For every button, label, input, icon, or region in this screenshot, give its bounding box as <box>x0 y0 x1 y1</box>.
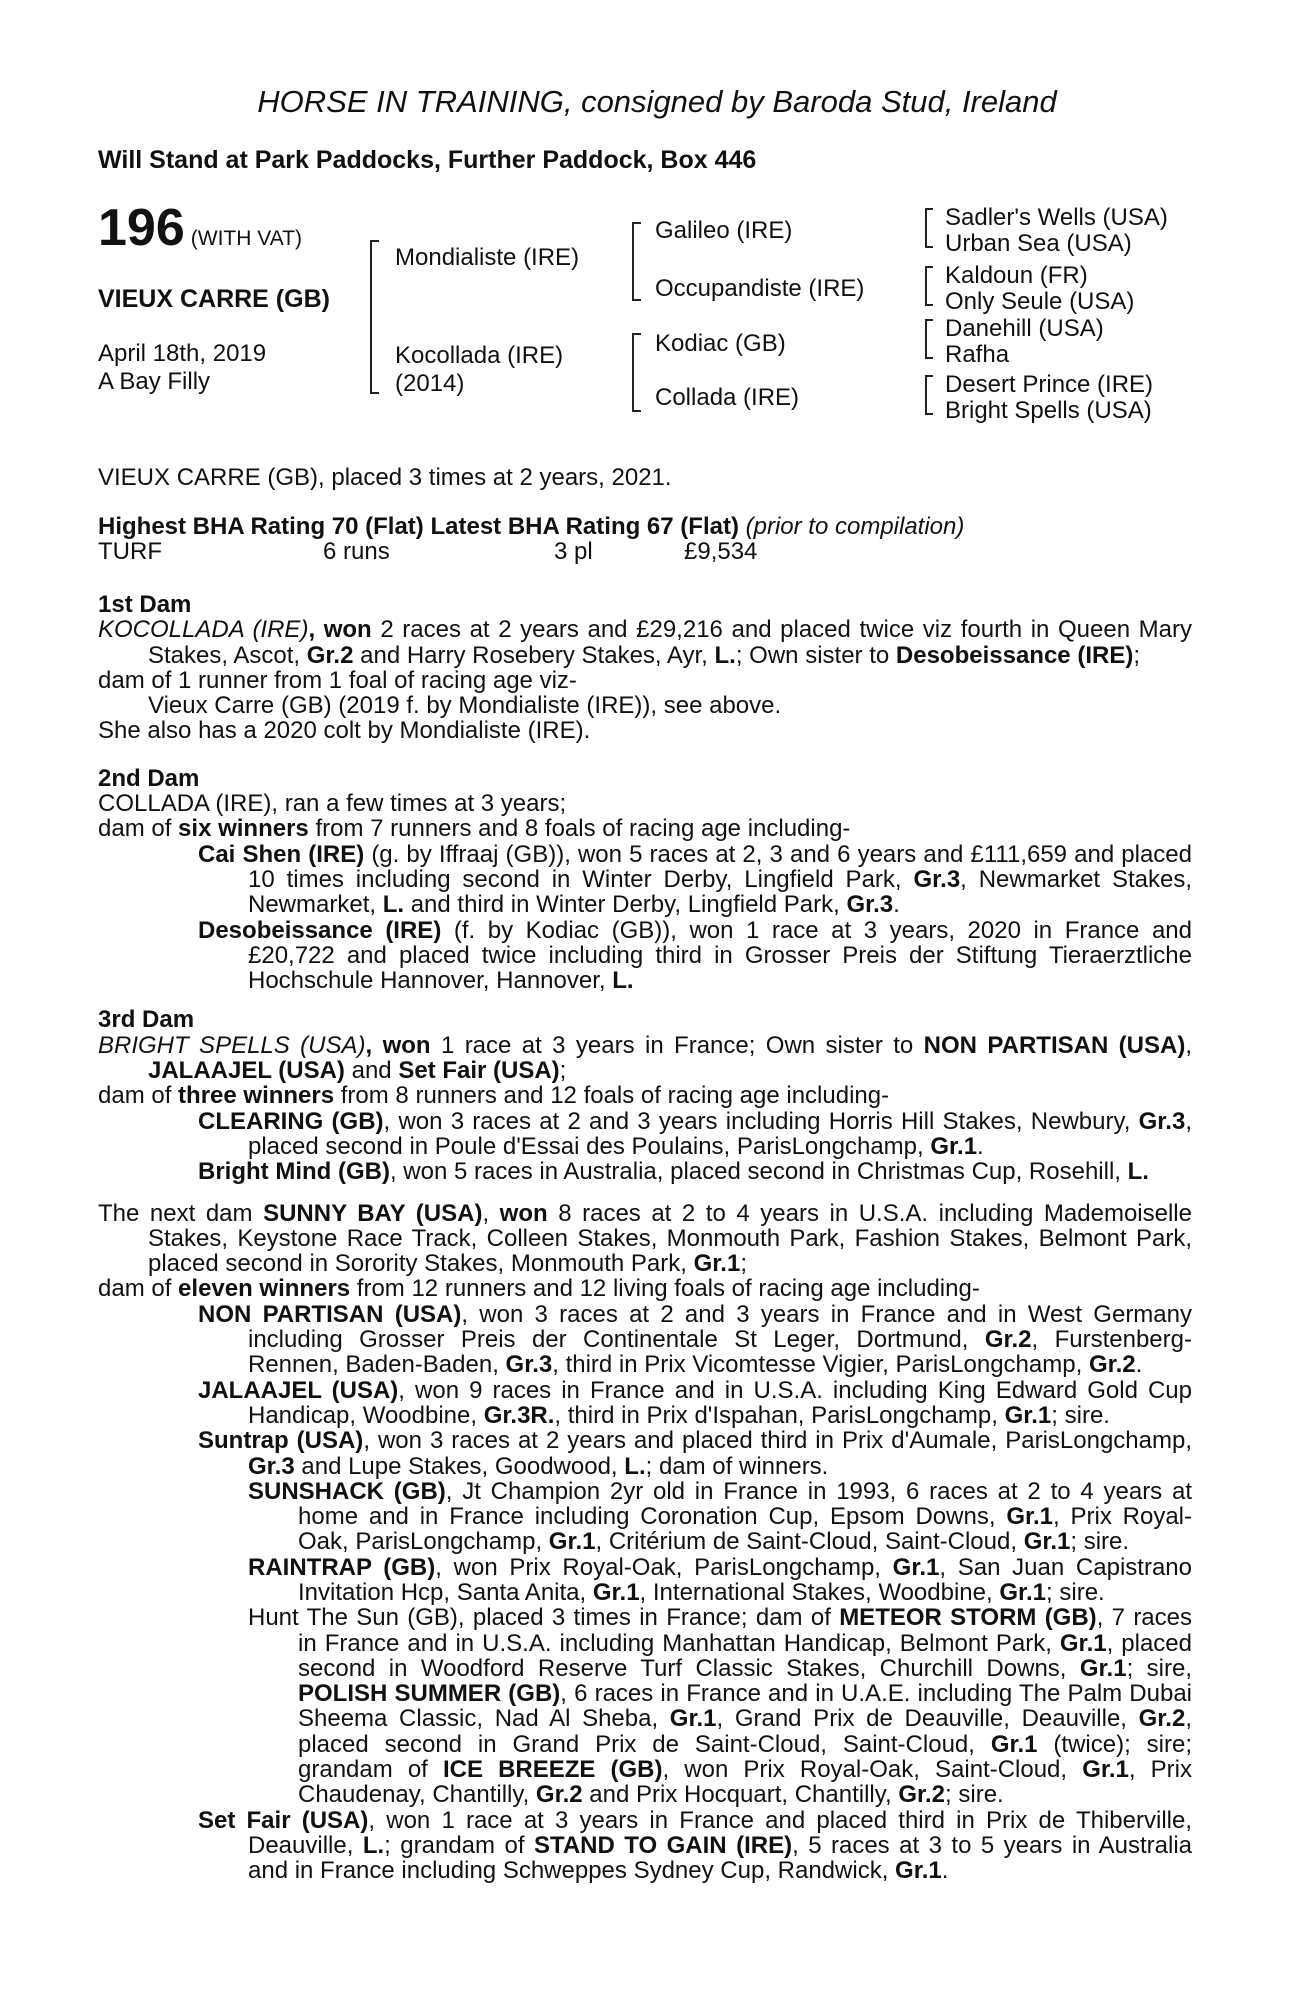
pedigree-ancestor: Desert Prince (IRE) <box>945 371 1154 398</box>
runs: 6 runs <box>323 538 390 565</box>
section-heading: 3rd Dam <box>98 1006 195 1034</box>
progeny-entry: Hunt The Sun (GB), placed 3 times in France; dam of METEOR STORM (GB), 7 races in France and in U.S.A. including Manhattan Handicap, Belmont Park, Gr.1, placed second in Woodford Reserve Turf Classic Stakes, Churchill Downs, Gr.1; sire, POLISH SUMMER (GB), 6 races in France and in U.A.E. including The Palm Dubai Sheema Classic, Nad Al Sheba, Gr.1, Grand Prix de Deauville, Deauville, Gr.2, placed second in Grand Prix de Saint-Cloud, Saint-Cloud, Gr.1 (twice); sire; grandam of ICE BREEZE (GB), won Prix Royal-Oak, Saint-Cloud, Gr.1, Prix Chaudenay, Chantilly, Gr.2 and Prix Hocquart, Chantilly, Gr.2; sire. <box>248 1604 1193 1809</box>
pedigree-sire-dam: Occupandiste (IRE) <box>655 275 865 302</box>
pedigree-dam: Kocollada (IRE) <box>395 342 564 369</box>
section-heading: 2nd Dam <box>98 764 200 792</box>
earnings: £9,534 <box>684 538 758 565</box>
placings: 3 pl <box>554 538 593 565</box>
race-record: VIEUX CARRE (GB), placed 3 times at 2 years, 2021. <box>98 464 672 491</box>
vat-note: (WITH VAT) <box>190 227 302 250</box>
dam-paragraph: dam of three winners from 8 runners and 12 foals of racing age including- <box>98 1082 890 1110</box>
dam-paragraph: Vieux Carre (GB) (2019 f. by Mondialiste (IRE)), see above. <box>148 692 782 720</box>
pedigree-brace <box>370 240 379 394</box>
dam-paragraph: CLEARING (GB), won 3 races at 2 and 3 years including Horris Hill Stakes, Newbury, Gr.3, placed second in Poule d'Essai des Poulains, ParisLongchamp, Gr.1. <box>198 1107 1192 1160</box>
lot-number: 196 <box>98 199 185 257</box>
dam-paragraph: Desobeissance (IRE) (f. by Kodiac (GB)), won 1 race at 3 years, 2020 in France and £20,722 and placed twice including third in Grosser Preis der Stiftung Tieraerztliche Hochschule Hannover, Hannover, L. <box>198 916 1192 995</box>
horse-name: VIEUX CARRE (GB) <box>98 285 330 313</box>
pedigree-ancestor: Urban Sea (USA) <box>945 230 1132 257</box>
dam-paragraph: KOCOLLADA (IRE), won 2 races at 2 years and £29,216 and placed twice viz fourth in Queen Mary Stakes, Ascot, Gr.2 and Harry Rosebery Stakes, Ayr, L.; Own sister to Desobeissance (IRE); <box>98 616 1192 669</box>
section-heading: 1st Dam <box>98 591 192 618</box>
progeny-entry: Set Fair (USA), won 1 race at 3 years in France and placed third in Prix de Thiberville, Deauville, L.; grandam of STAND TO GAIN (IRE), 5 races at 3 to 5 years in Australia and in France including Schweppes Sydney Cup, Randwick, Gr.1. <box>198 1806 1192 1885</box>
pedigree-brace <box>632 222 641 301</box>
pedigree-dam-sire: Kodiac (GB) <box>655 330 786 357</box>
pedigree-ancestor: Only Seule (USA) <box>945 288 1135 315</box>
pedigree-brace <box>925 375 933 415</box>
progeny-entry: JALAAJEL (USA), won 9 races in France and in U.S.A. including King Edward Gold Cup Handicap, Woodbine, Gr.3R., third in Prix d'Ispahan, ParisLongchamp, Gr.1; sire. <box>198 1376 1192 1429</box>
pedigree-ancestor: Bright Spells (USA) <box>945 397 1152 424</box>
dam-paragraph: She also has a 2020 colt by Mondialiste (IRE). <box>98 717 591 745</box>
rating-latest: Latest BHA Rating 67 (Flat) <box>430 513 739 540</box>
pedigree-brace <box>632 333 641 412</box>
dam-paragraph: dam of 1 runner from 1 foal of racing age viz- <box>98 666 577 694</box>
pedigree-ancestor: Kaldoun (FR) <box>945 262 1088 289</box>
pedigree-dam-dam: Collada (IRE) <box>655 384 800 411</box>
pedigree-ancestor: Rafha <box>945 341 1010 368</box>
surface: TURF <box>98 538 162 565</box>
progeny-entry: NON PARTISAN (USA), won 3 races at 2 and 3 years in France and in West Germany including Grosser Preis der Continentale St Leger, Dortmund, Gr.2, Furstenberg-Rennen, Baden-Baden, Gr.3, third in Prix Vicomtesse Vigier, ParisLongchamp, Gr.2. <box>198 1300 1192 1379</box>
bha-rating <box>98 513 964 541</box>
pedigree-ancestor: Danehill (USA) <box>945 315 1104 342</box>
dam-paragraph: Bright Mind (GB), won 5 races in Australia, placed second in Christmas Cup, Rosehill, L. <box>198 1158 1149 1186</box>
progeny-entry: SUNSHACK (GB), Jt Champion 2yr old in France in 1993, 6 races at 2 to 4 years at home and in France including Coronation Cup, Epsom Downs, Gr.1, Prix Royal-Oak, ParisLongchamp, Gr.1, Critérium de Saint-Cloud, Saint-Cloud, Gr.1; sire. <box>248 1477 1193 1556</box>
dam-paragraph: Cai Shen (IRE) (g. by Iffraaj (GB)), won 5 races at 2, 3 and 6 years and £111,659 and placed 10 times including second in Winter Derby, Lingfield Park, Gr.3, Newmarket Stakes, Newmarket, L. and third in Winter Derby, Lingfield Park, Gr.3. <box>198 840 1193 919</box>
rating-note: (prior to compilation) <box>745 513 965 540</box>
pedigree-brace <box>925 319 933 359</box>
lot-number-block <box>98 199 302 257</box>
dam-sections <box>98 592 1192 1884</box>
progeny-entry: Suntrap (USA), won 3 races at 2 years and placed third in Prix d'Aumale, ParisLongchamp, Gr.3 and Lupe Stakes, Goodwood, L.; dam of winners. <box>198 1427 1192 1480</box>
dam-paragraph: dam of six winners from 7 runners and 8 foals of racing age including- <box>98 815 851 843</box>
horse-description: A Bay Filly <box>98 368 211 395</box>
foaling-date: April 18th, 2019 <box>98 340 267 367</box>
dam-paragraph: BRIGHT SPELLS (USA), won 1 race at 3 years in France; Own sister to NON PARTISAN (USA), JALAAJEL (USA) and Set Fair (USA); <box>98 1031 1192 1085</box>
pedigree-brace <box>925 266 933 306</box>
progeny-entry: RAINTRAP (GB), won Prix Royal-Oak, ParisLongchamp, Gr.1, San Juan Capistrano Invitation Hcp, Santa Anita, Gr.1, International Stakes, Woodbine, Gr.1; sire. <box>248 1553 1192 1606</box>
dam-paragraph: COLLADA (IRE), ran a few times at 3 years; <box>98 790 567 818</box>
page-header: HORSE IN TRAINING, consigned by Baroda Stud, Ireland <box>257 84 1057 119</box>
stand-location: Will Stand at Park Paddocks, Further Paddock, Box 446 <box>98 146 757 174</box>
pedigree-sire: Mondialiste (IRE) <box>395 244 580 271</box>
pedigree-ancestor: Sadler's Wells (USA) <box>945 204 1168 231</box>
next-dam-paragraph: dam of eleven winners from 12 runners and 12 living foals of racing age including- <box>98 1275 980 1303</box>
pedigree-dam-year: (2014) <box>395 370 465 397</box>
pedigree-sire-sire: Galileo (IRE) <box>655 217 793 244</box>
pedigree-brace <box>925 208 933 248</box>
rating-highest: Highest BHA Rating 70 (Flat) <box>98 513 424 540</box>
next-dam-paragraph: The next dam SUNNY BAY (USA), won 8 races at 2 to 4 years in U.S.A. including Mademoiselle Stakes, Keystone Race Track, Colleen Stakes, Monmouth Park, Fashion Stakes, Belmont Park, placed second in Sorority Stakes, Monmouth Park, Gr.1; <box>98 1199 1192 1278</box>
